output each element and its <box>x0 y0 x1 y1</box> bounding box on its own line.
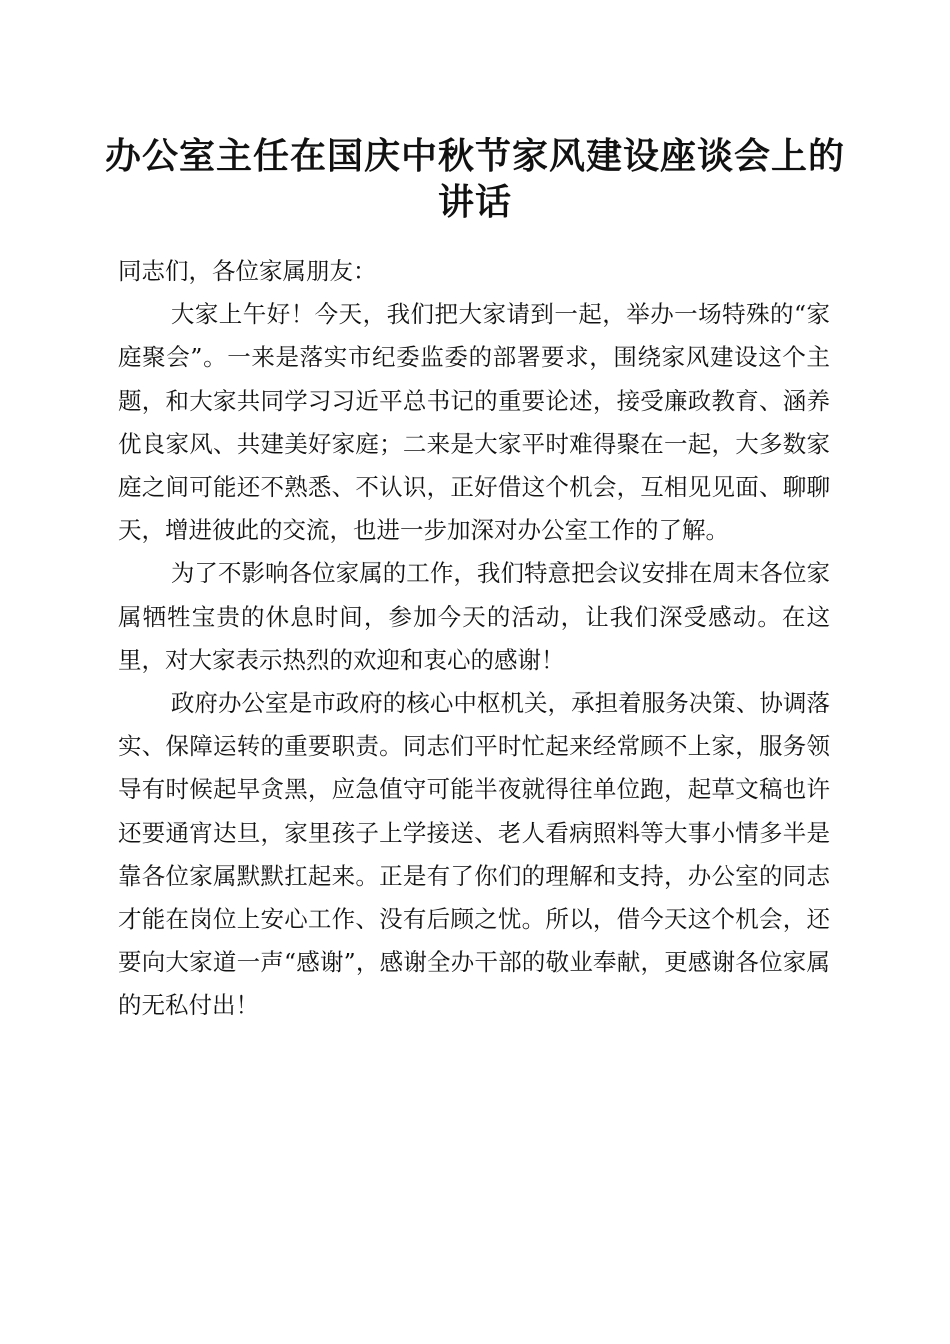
document-body <box>118 250 830 1028</box>
paragraph-3: 政府办公室是市政府的核心中枢机关，承担着服务决策、协调落实、保障运转的重要职责。同志们平时忙起来经常顾不上家，服务领导有时候起早贪黑，应急值守可能半夜就得往单位跑，起草文稿也许还要通宵达旦，家里孩子上学接送、老人看病照料等大事小情多半是靠各位家属默默扛起来。正是有了你们的理解和支持，办公室的同志才能在岗位上安心工作、没有后顾之忧。所以，借今天这个机会，还要向大家道一声“感谢”，感谢全办干部的敬业奉献，更感谢各位家属的无私付出！ <box>118 689 830 1020</box>
paragraph-1: 大家上午好！今天，我们把大家请到一起，举办一场特殊的“家庭聚会”。一来是落实市纪委监委的部署要求，围绕家风建设这个主题，和大家共同学习习近平总书记的重要论述，接受廉政教育、涵养优良家风、共建美好家庭；二来是大家平时难得聚在一起，大多数家庭之间可能还不熟悉、不认识，正好借这个机会，互相见见面、聊聊天，增进彼此的交流，也进一步加深对办公室工作的了解。 <box>118 300 830 545</box>
salutation: 同志们，各位家属朋友： <box>118 257 377 285</box>
paragraph-2: 为了不影响各位家属的工作，我们特意把会议安排在周末各位家属牺牲宝贵的休息时间，参加今天的活动，让我们深受感动。在这里，对大家表示热烈的欢迎和衷心的感谢！ <box>118 559 830 674</box>
document-title: 办公室主任在国庆中秋节家风建设座谈会上的讲话 <box>104 135 845 223</box>
